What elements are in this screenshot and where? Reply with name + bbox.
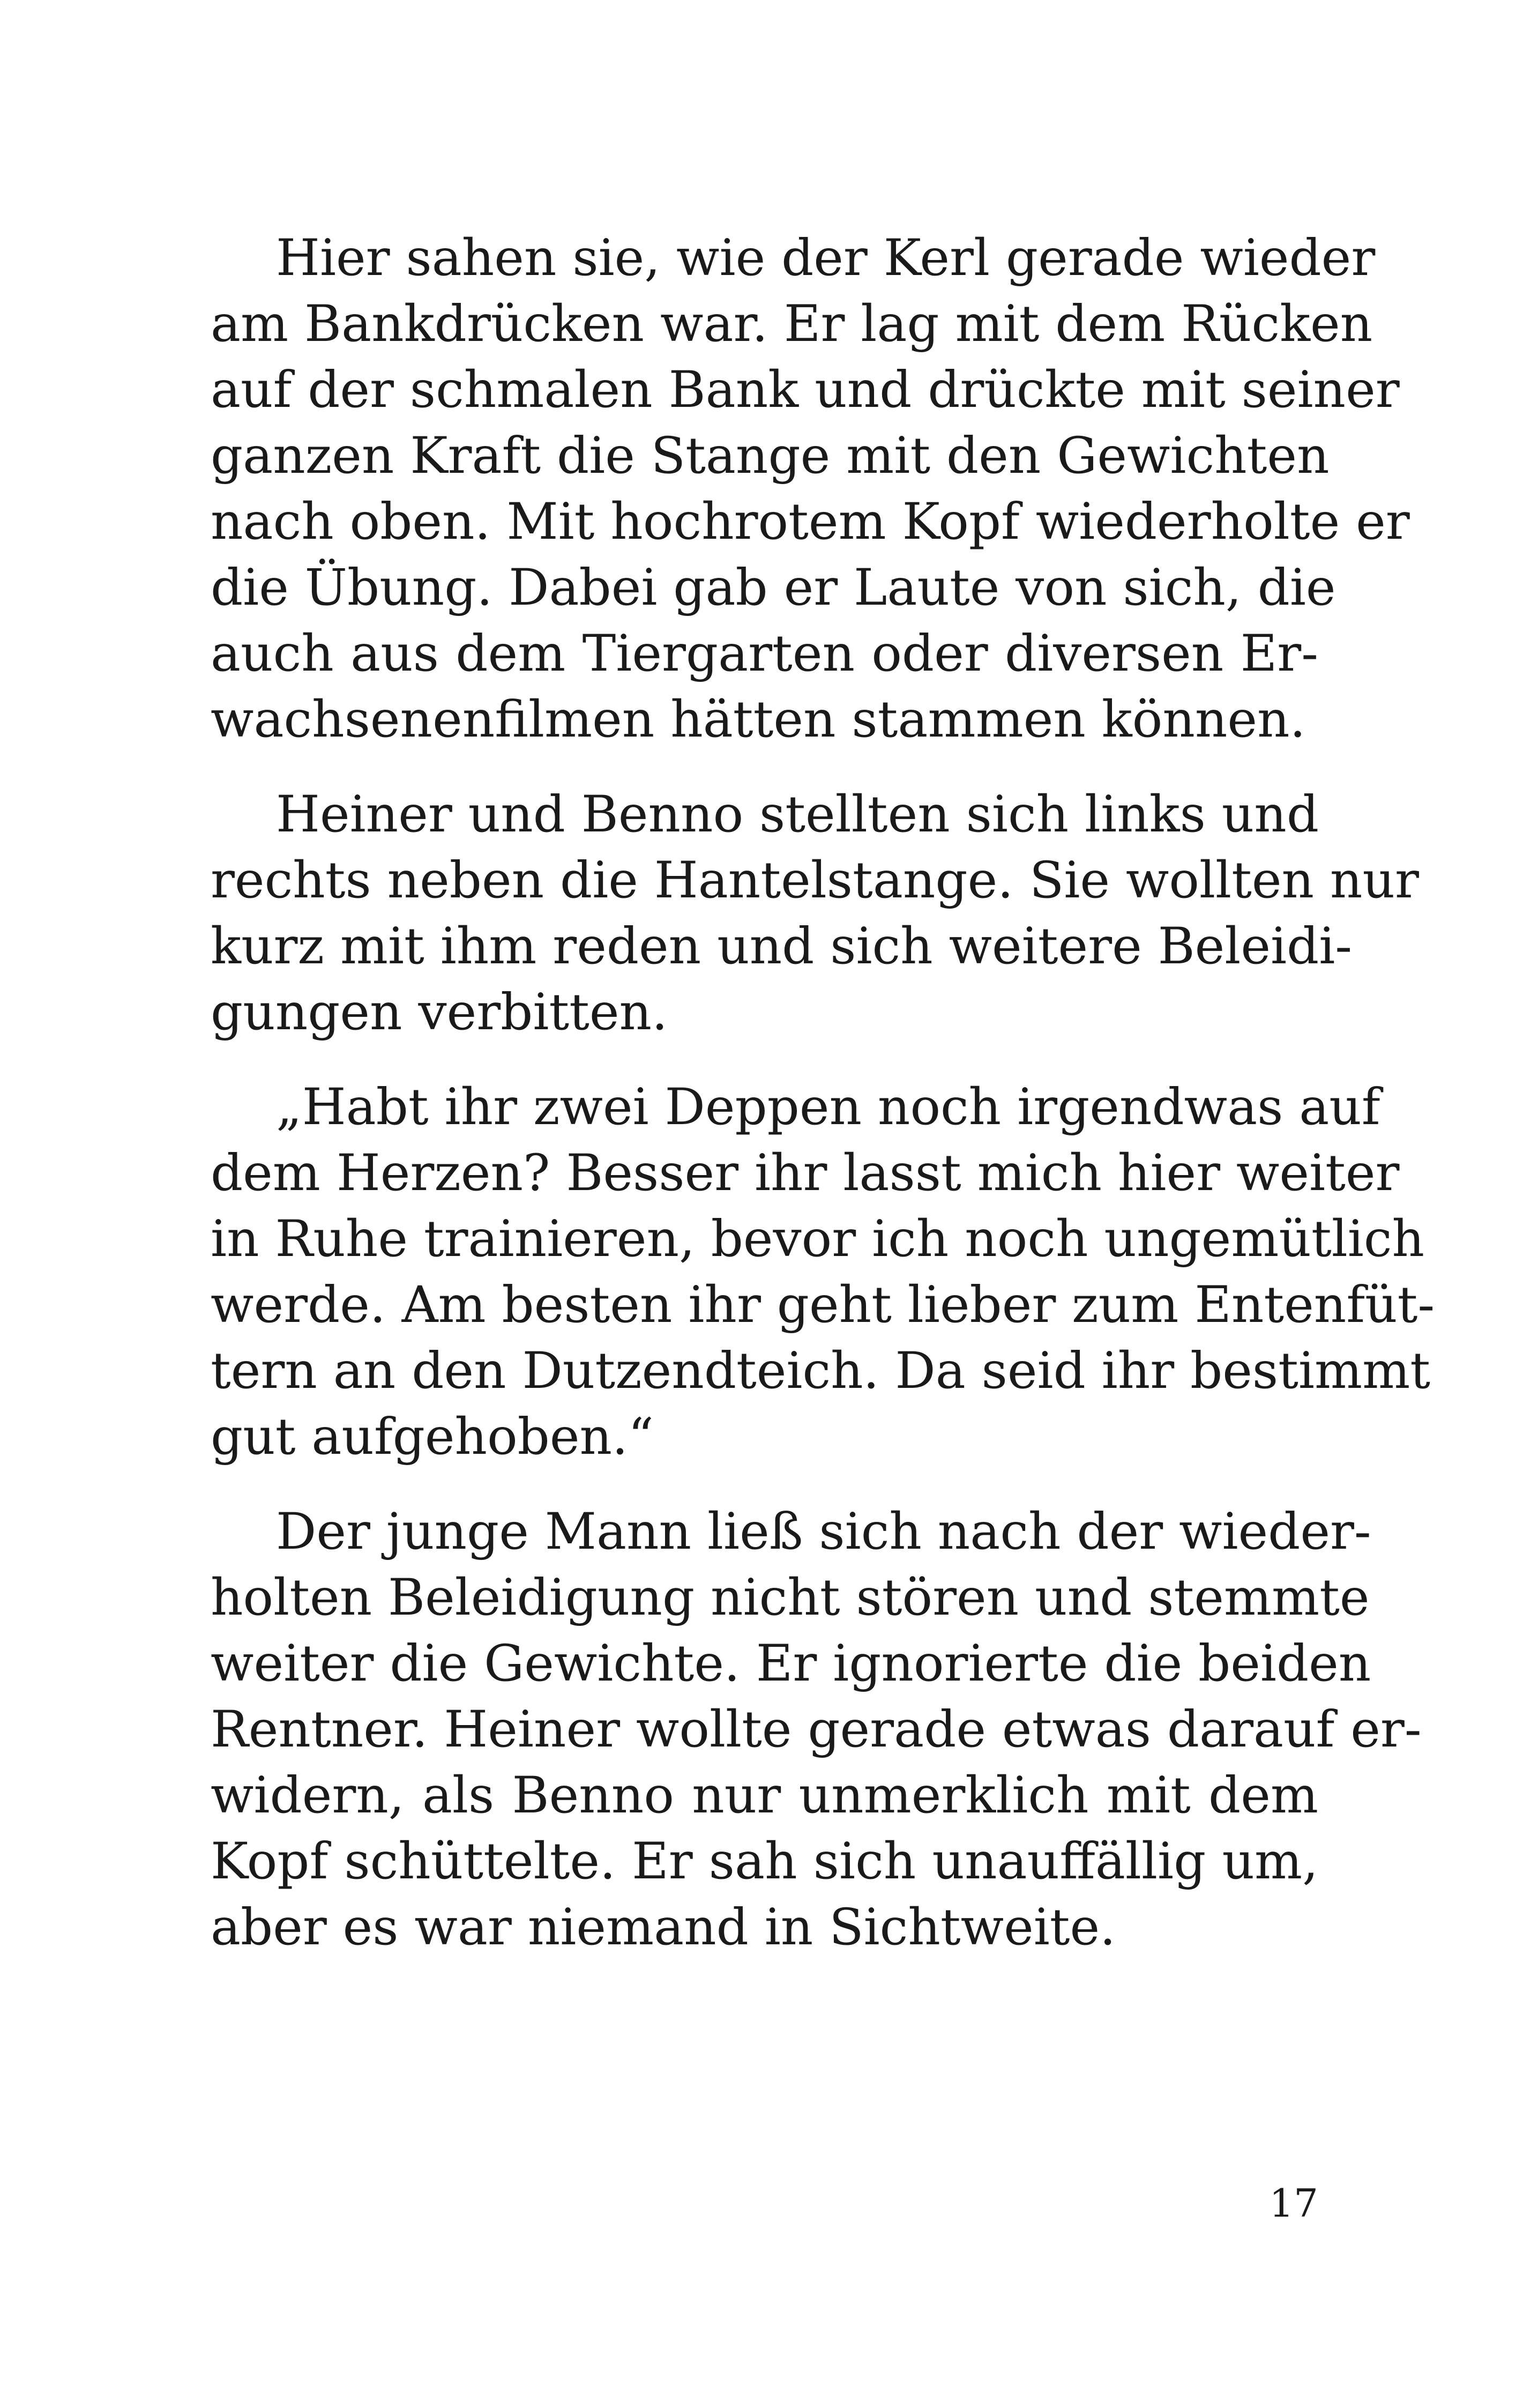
text-line: rechts neben die Hantelstange. Sie wollten nur [211, 851, 1419, 910]
text-line: wachsenenfilmen hätten stammen können. [211, 690, 1306, 749]
page-number: 17 [1269, 2181, 1318, 2226]
text-line: am Bankdrücken war. Er lag mit dem Rücken [211, 295, 1373, 353]
text-line: gut aufgehoben.“ [211, 1408, 654, 1466]
text-line: aber es war niemand in Sichtweite. [211, 1898, 1116, 1957]
text-line: auf der schmalen Bank und drückte mit seiner [211, 361, 1400, 419]
text-line: nach oben. Mit hochrotem Kopf wiederholte er [211, 493, 1410, 551]
paragraph-3 [211, 1074, 1435, 1470]
paragraph-1 [211, 225, 1410, 753]
text-line: Heiner und Benno stellten sich links und [276, 785, 1319, 844]
text-line: kurz mit ihm reden und sich weitere Beleidi- [211, 917, 1353, 976]
text-line: Rentner. Heiner wollte gerade etwas darauf er- [211, 1700, 1422, 1759]
paragraph-2 [211, 782, 1419, 1045]
text-line: Der junge Mann ließ sich nach der wieder- [276, 1503, 1371, 1561]
paragraph-spacing [211, 1470, 1318, 1499]
text-line: in Ruhe trainieren, bevor ich noch ungemütlich [211, 1210, 1425, 1268]
text-line: ganzen Kraft die Stange mit den Gewichten [211, 427, 1330, 485]
text-line: werde. Am besten ihr geht lieber zum Entenfüt- [211, 1276, 1435, 1334]
text-line: „Habt ihr zwei Deppen noch irgendwas auf [276, 1078, 1380, 1136]
text-line: Kopf schüttelte. Er sah sich unauffällig um, [211, 1832, 1318, 1891]
text-line: weiter die Gewichte. Er ignorierte die beiden [211, 1634, 1371, 1693]
text-line: Hier sahen sie, wie der Kerl gerade wieder [276, 229, 1376, 287]
body-text [211, 225, 1435, 1960]
paragraph-spacing [211, 1045, 1318, 1074]
text-line: auch aus dem Tiergarten oder diversen Er- [211, 625, 1318, 683]
paragraph-4 [211, 1499, 1422, 1960]
paragraph-spacing [211, 753, 1318, 782]
text-line: tern an den Dutzendteich. Da seid ihr bestimmt [211, 1342, 1431, 1400]
text-line: die Übung. Dabei gab er Laute von sich, die [211, 559, 1336, 617]
text-line: dem Herzen? Besser ihr lasst mich hier weiter [211, 1144, 1400, 1202]
text-line: widern, als Benno nur unmerklich mit dem [211, 1766, 1318, 1825]
text-line: gungen verbitten. [211, 983, 668, 1042]
text-line: holten Beleidigung nicht stören und stemmte [211, 1569, 1370, 1627]
